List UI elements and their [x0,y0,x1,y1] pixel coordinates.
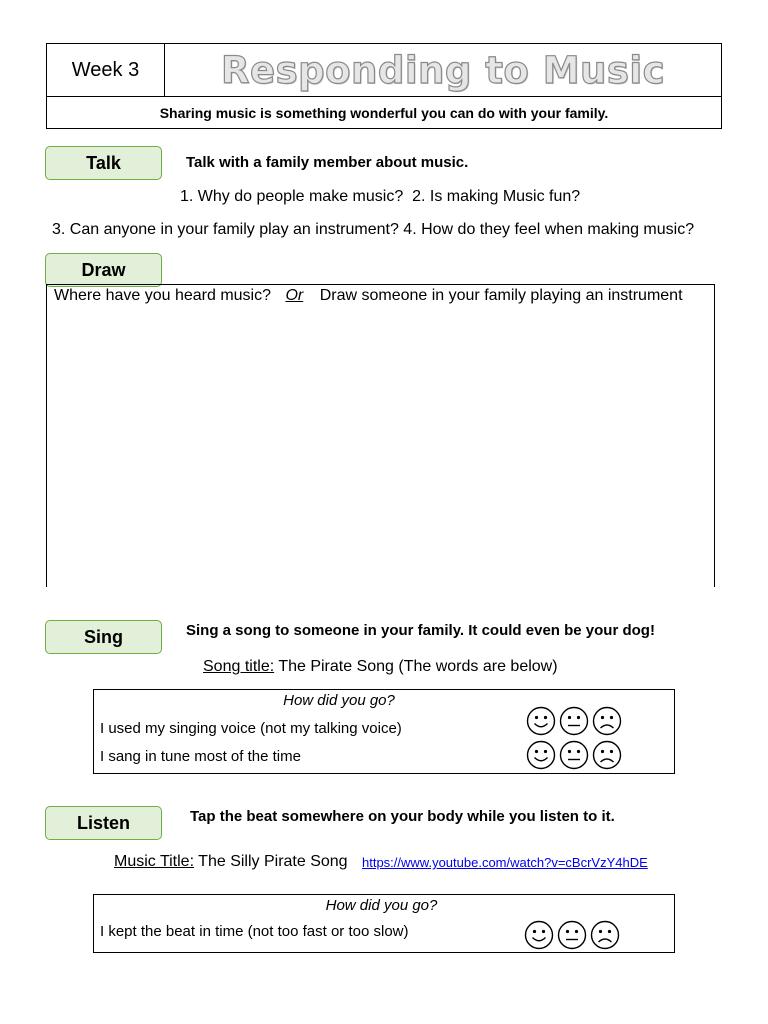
listen-instruction: Tap the beat somewhere on your body while you listen to it. [190,808,615,825]
sing-eval-item-1: I used my singing voice (not my talking voice) [100,720,402,737]
draw-label: Draw [45,253,162,287]
song-title-value: The Pirate Song (The words are below) [278,658,558,675]
listen-label: Listen [45,806,162,840]
talk-instruction: Talk with a family member about music. [186,154,469,171]
sing-eval-item-2: I sang in tune most of the time [100,748,301,765]
smiley-face-icon[interactable] [524,920,554,950]
smiley-face-icon[interactable] [526,740,556,770]
page-title: Responding to Music [220,48,665,92]
drawing-area[interactable] [46,284,715,587]
draw-prompt [54,287,683,305]
song-title [203,658,558,676]
neutral-face-icon[interactable] [559,706,589,736]
sing-evaluation-table [93,689,675,774]
draw-or: Or [285,287,304,304]
sad-face-icon[interactable] [590,920,620,950]
listen-eval-heading: How did you go? [325,897,438,914]
header-table [46,43,722,129]
draw-prompt-b: Draw someone in your family playing an instrument [319,287,683,304]
sing-eval-heading: How did you go? [283,692,395,709]
listen-eval-faces [524,920,620,950]
page-subtitle: Sharing music is something wonderful you can do with your family. [47,96,721,129]
listen-eval-item-1: I kept the beat in time (not too fast or too slow) [100,923,409,940]
sing-eval-faces-2 [526,740,622,770]
sing-label: Sing [45,620,162,654]
music-title-value: The Silly Pirate Song [198,853,348,870]
sing-eval-faces-1 [526,706,622,736]
talk-label: Talk [45,146,162,180]
music-title-label: Music Title: [114,853,195,870]
music-title [114,853,348,871]
listen-evaluation-table [93,894,675,953]
song-title-label: Song title: [203,658,275,675]
draw-prompt-a: Where have you heard music? [54,287,271,304]
smiley-face-icon[interactable] [526,706,556,736]
week-label: Week 3 [47,44,165,96]
youtube-link[interactable]: https://www.youtube.com/watch?v=cBcrVzY4hDE [362,855,648,870]
sad-face-icon[interactable] [592,706,622,736]
talk-questions-line2: 3. Can anyone in your family play an instrument? 4. How do they feel when making music? [52,221,695,238]
talk-questions-line1: 1. Why do people make music? 2. Is making Music fun? [180,188,581,205]
neutral-face-icon[interactable] [559,740,589,770]
neutral-face-icon[interactable] [557,920,587,950]
sad-face-icon[interactable] [592,740,622,770]
sing-instruction: Sing a song to someone in your family. It could even be your dog! [186,622,655,639]
